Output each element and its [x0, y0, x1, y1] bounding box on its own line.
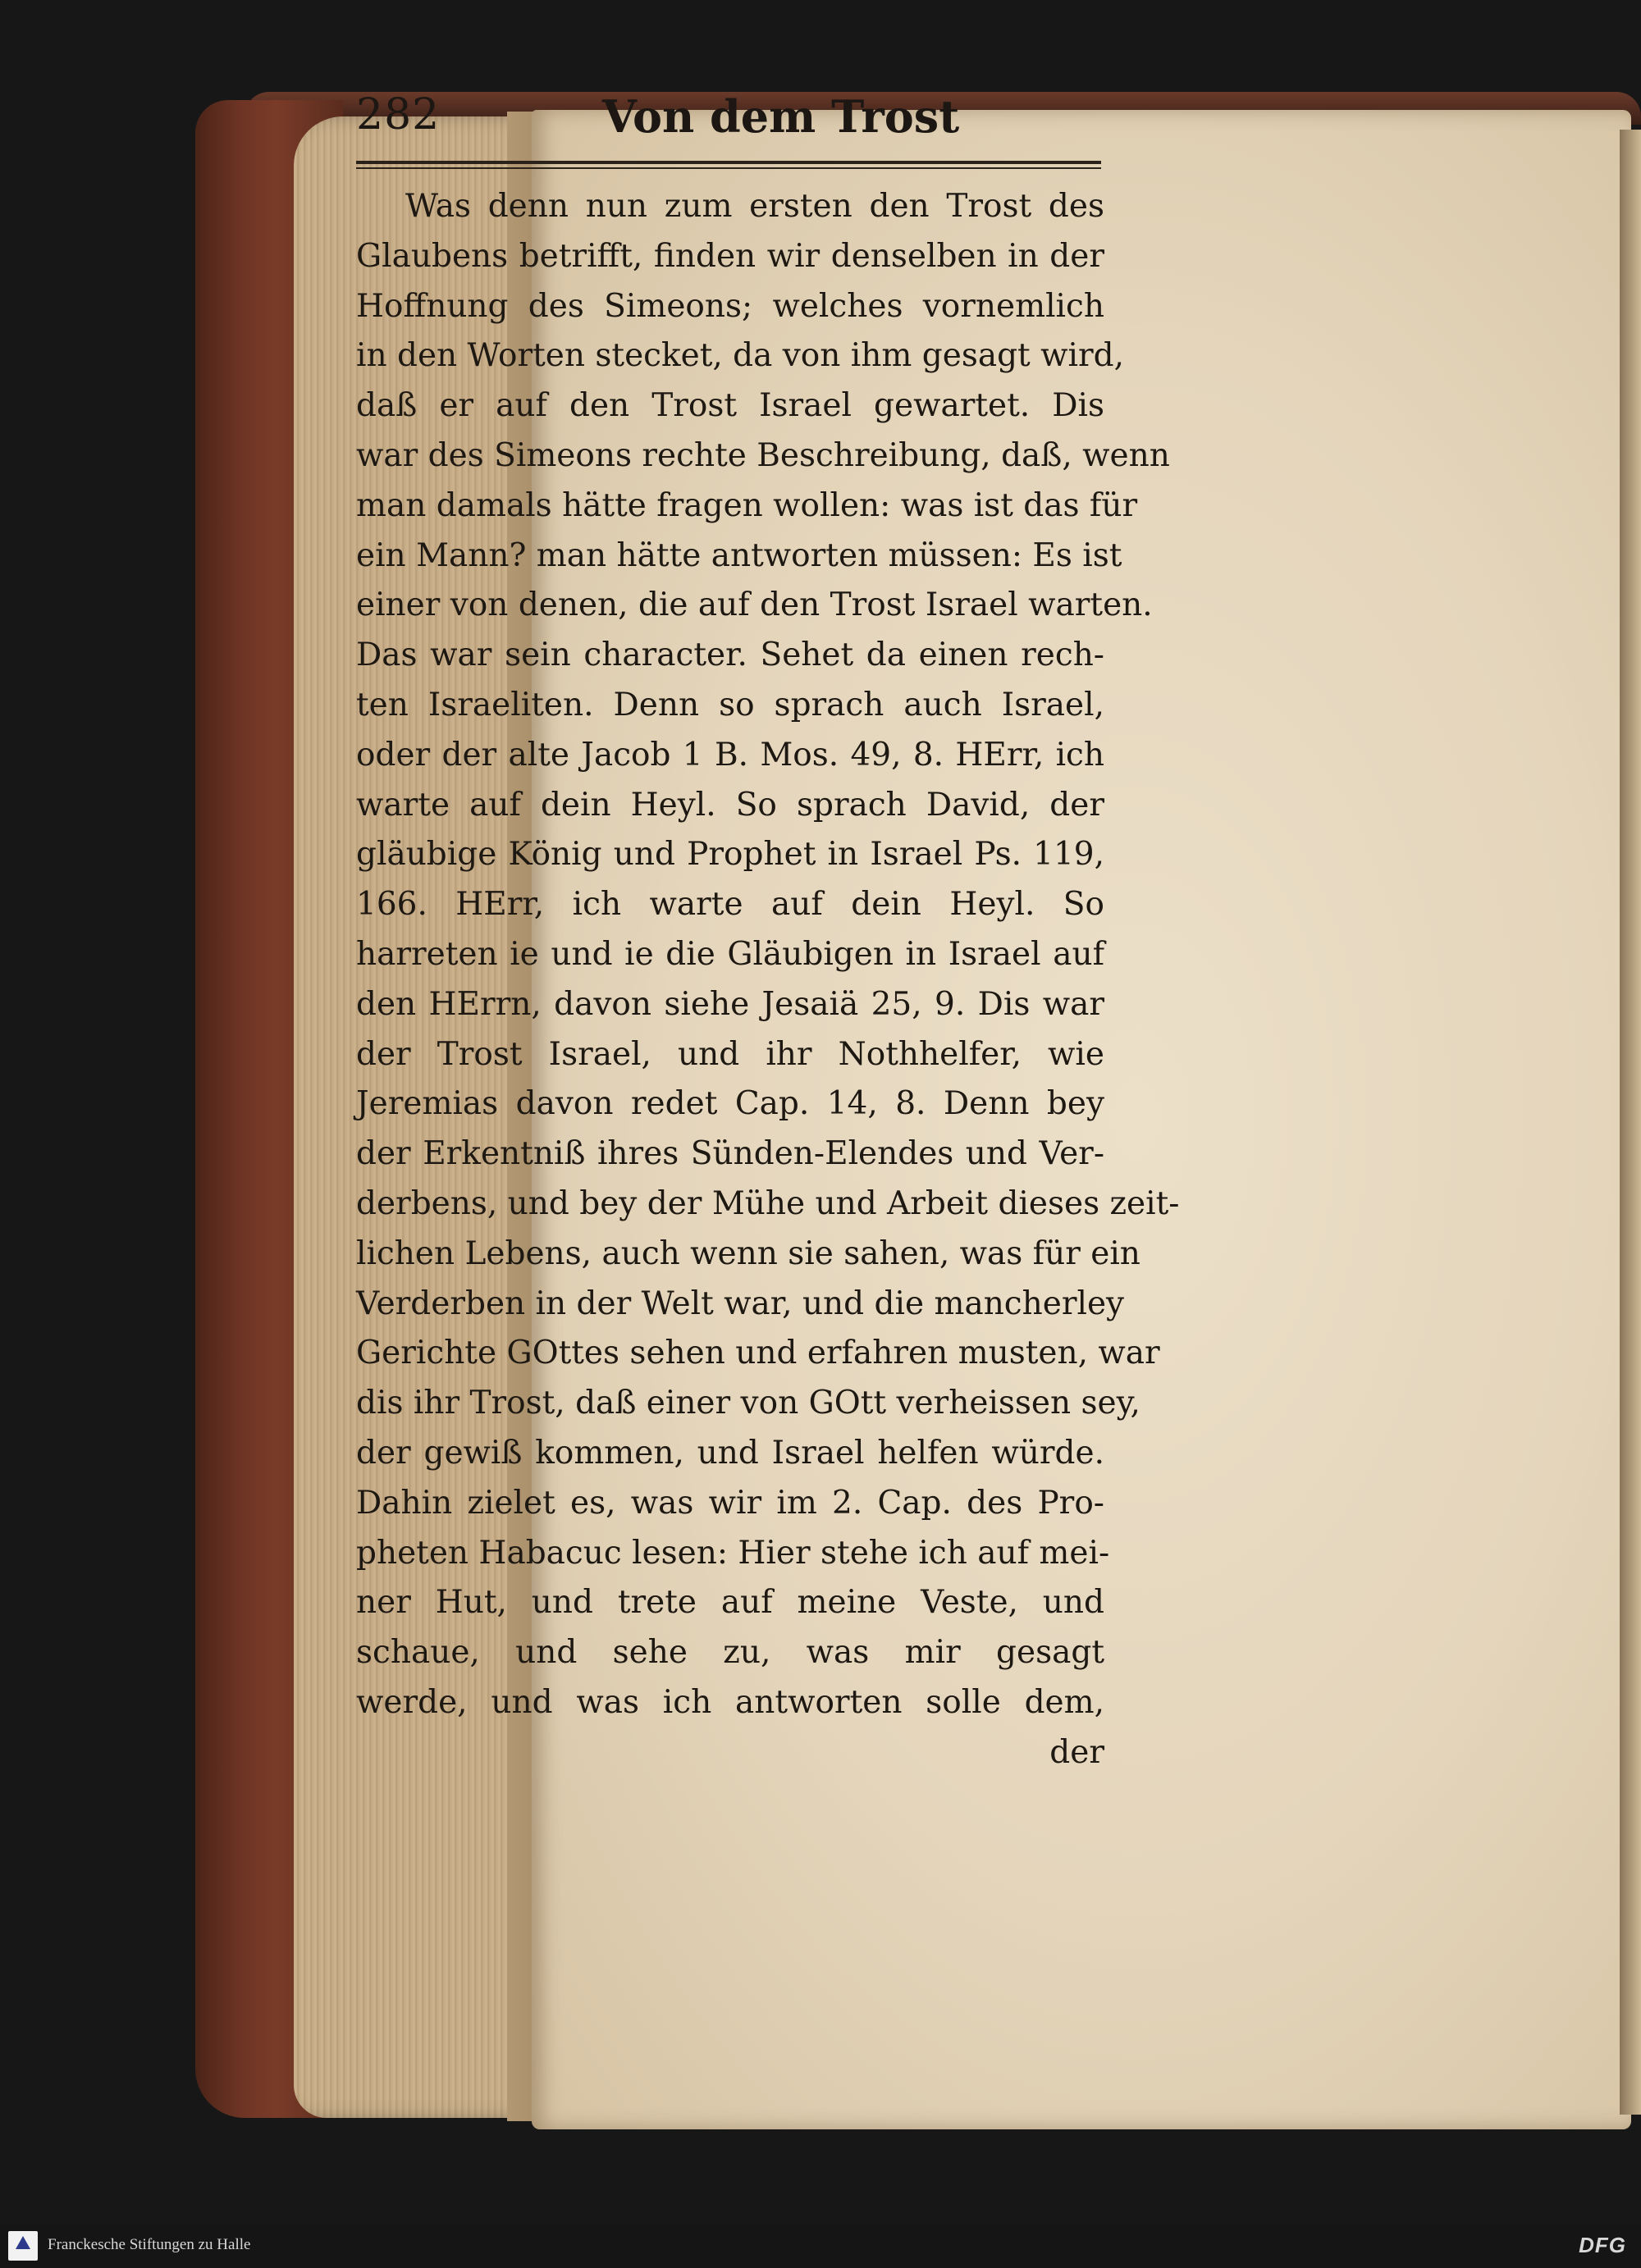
- text-line: dis ihr Trost, daß einer von GOtt verheissen sey,: [356, 1385, 1140, 1422]
- text-line: warte auf dein Heyl. So sprach David, der: [356, 786, 1104, 824]
- text-line: den HErrn, davon siehe Jesaiä 25, 9. Dis war: [356, 985, 1104, 1023]
- text-line: der gewiß kommen, und Israel helfen würde.: [356, 1434, 1104, 1472]
- text-line: 166. HErr, ich warte auf dein Heyl. So: [356, 886, 1104, 924]
- text-line: gläubige König und Prophet in Israel Ps. 119,: [356, 836, 1104, 874]
- text-line: ten Israeliten. Denn so sprach auch Israel,: [356, 686, 1104, 723]
- text-line: oder der alte Jacob 1 B. Mos. 49, 8. HErr, ich: [356, 736, 1104, 773]
- text-line: Verderben in der Welt war, und die mancherley: [356, 1285, 1125, 1322]
- institution-logo-icon[interactable]: [8, 2231, 38, 2261]
- facing-page-edge: [1620, 130, 1641, 2115]
- text-line: harreten ie und ie die Gläubigen in Israel auf: [356, 935, 1104, 973]
- page-header: [356, 90, 1103, 149]
- text-line: einer von denen, die auf den Trost Israel warten.: [356, 586, 1153, 624]
- text-line: Jeremias davon redet Cap. 14, 8. Denn bey: [356, 1085, 1104, 1123]
- running-head: Von dem Trost: [602, 90, 960, 143]
- text-line: derbens, und bey der Mühe und Arbeit dieses zeit-: [356, 1184, 1180, 1222]
- text-line: ein Mann? man hätte antworten müssen: Es ist: [356, 536, 1122, 574]
- text-line: lichen Lebens, auch wenn sie sahen, was für ein: [356, 1234, 1140, 1272]
- text-line: Dahin zielet es, was wir im 2. Cap. des Pro-: [356, 1484, 1104, 1522]
- viewer-footer: [0, 2225, 1641, 2268]
- text-line: daß er auf den Trost Israel gewartet. Dis: [356, 387, 1104, 425]
- text-line: war des Simeons rechte Beschreibung, daß, wenn: [356, 436, 1170, 474]
- page-number: 282: [356, 90, 441, 139]
- header-rule-thin: [356, 167, 1101, 169]
- text-line: Das war sein character. Sehet da einen rech-: [356, 637, 1104, 674]
- text-line: Was denn nun zum ersten den Trost des: [405, 188, 1104, 225]
- text-line: schaue, und sehe zu, was mir gesagt: [356, 1634, 1104, 1672]
- text-line: man damals hätte fragen wollen: was ist das für: [356, 486, 1138, 524]
- text-line: der Trost Israel, und ihr Nothhelfer, wie: [356, 1035, 1104, 1073]
- text-line: pheten Habacuc lesen: Hier stehe ich auf mei-: [356, 1534, 1110, 1572]
- text-line: ner Hut, und trete auf meine Veste, und: [356, 1584, 1104, 1622]
- body-text: [356, 182, 1180, 1778]
- institution-name[interactable]: Franckesche Stiftungen zu Halle: [48, 2236, 251, 2253]
- text-line: der Erkentniß ihres Sünden-Elendes und Ver-: [356, 1135, 1104, 1173]
- catchword: der: [1049, 1733, 1104, 1771]
- text-line: Hoffnung des Simeons; welches vornemlich: [356, 287, 1104, 325]
- text-line: werde, und was ich antworten solle dem,: [356, 1683, 1104, 1721]
- text-line: Gerichte GOttes sehen und erfahren musten, war: [356, 1335, 1160, 1372]
- header-rule: [356, 161, 1101, 164]
- dfg-logo[interactable]: DFG: [1579, 2233, 1626, 2257]
- text-line: in den Worten stecket, da von ihm gesagt wird,: [356, 337, 1124, 375]
- text-line: Glaubens betrifft, finden wir denselben in der: [356, 237, 1104, 275]
